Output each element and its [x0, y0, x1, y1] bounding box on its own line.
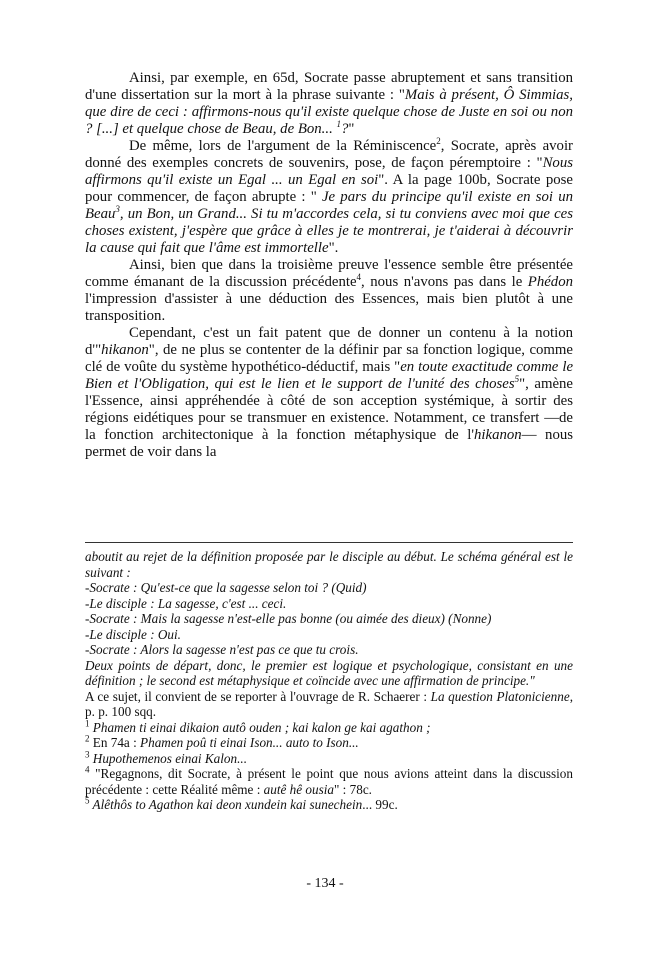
footnote-ref: 5 [514, 374, 520, 385]
italic-run: Hupothemenos einai Kalon... [89, 750, 248, 766]
text-run: ", de ne plus se contenter de la définir par sa fonction logique, comme clé de voûte du système hypothético-déductif, mais " [85, 342, 573, 375]
footnote-ref: 4 [85, 764, 90, 775]
italic-run: -Socrate : Alors la sagesse n'est pas ce que tu crois. [85, 642, 359, 657]
text-run: De même, lors de l'argument de la Réminiscence [129, 138, 437, 154]
italic-run: -Socrate : Qu'est-ce que la sagesse selon toi ? (Quid) [85, 580, 367, 595]
text-run: A ce sujet, il convient de se reporter à l'ouvrage de R. Schaerer : [85, 688, 431, 704]
italic-run: Phamen poû ti einai Ison... auto to Ison... [140, 735, 359, 750]
footnote-ref: 5 [85, 795, 90, 806]
italic-run: La question Platonicienne [430, 688, 570, 704]
italic-run: Je pars du principe qu'il existe en soi un Beau [85, 189, 573, 222]
italic-run: en toute exactitude comme le Bien et l'Obligation, qui est le lien et le support de l'unité des choses [85, 359, 574, 392]
footnotes [85, 549, 573, 813]
text-run: "Regagnons, dit Socrate, à présent le point que nous avions atteint dans la discussion précédente : cette Réalité même : [85, 766, 573, 797]
paragraph [85, 70, 573, 138]
italic-run: Phédon [527, 274, 573, 290]
text-run: — nous permet de voir dans la [85, 427, 573, 460]
italic-run: Mais à présent, Ô Simmias, que dire de ceci : affirmons-nous qu'il existe quelque chose de Juste en soi ou non ? [...] et quelque chose de Beau, de Bon... [85, 87, 573, 137]
italic-run: hikanon [474, 427, 522, 443]
italic-run: , un Bon, un Grand... Si tu m'accordes cela, si tu conviens avec moi que ces choses existent, j'espère que grâce à elles je te montrerai, je t'aiderai à découvrir la cause qui fait que l'âme est immortelle [85, 206, 573, 256]
text-run: l'impression d'assister à une déduction des Essences, mais bien plutôt à une transposition. [85, 291, 573, 324]
italic-run: Deux points de départ, donc, le premier est logique et psychologique, consistant en une définition ; le second est métaphysique et coïncide avec une affirmation de principe." [85, 657, 573, 688]
footnote-line [85, 751, 573, 767]
footnote-line [85, 580, 573, 596]
footnote-line [85, 596, 573, 612]
main-text [85, 70, 573, 461]
footnote-ref: 3 [115, 204, 120, 215]
italic-run: hikanon [101, 342, 149, 358]
italic-run: ? [340, 121, 349, 137]
paragraph [85, 138, 573, 257]
italic-run: Nous affirmons qu'il existe un Egal ... un Egal en soi [85, 155, 573, 188]
footnote-line [85, 689, 573, 720]
italic-run: -Socrate : Mais la sagesse n'est-elle pas bonne (ou aimée des dieux) (Nonne) [85, 611, 492, 626]
footnote-ref: 2 [436, 136, 441, 147]
footnote-line [85, 611, 573, 627]
text-run: " : 78c. [334, 781, 372, 797]
footnote-ref: 4 [356, 272, 362, 283]
text-run: Ainsi, par exemple, en 65d, Socrate passe abruptement et sans transition d'une dissertation sur la mort à la phrase suivante : " [85, 70, 573, 103]
footnote-line [85, 658, 573, 689]
italic-run: -Le disciple : Oui. [85, 626, 181, 642]
text-run: , p. p. 100 sqq. [85, 688, 574, 719]
text-run: ". A la page 100b, Socrate pose pour commencer, de façon abrupte : " [85, 172, 573, 205]
text-run: Cependant, c'est un fait patent que de donner un contenu à la notion d'" [85, 325, 573, 358]
text-run: , nous n'avons pas dans le [361, 274, 528, 290]
italic-run: Phamen ti einai dikaion autô ouden ; kai kalon ge kai agathon ; [89, 719, 431, 735]
footnote-line [85, 549, 573, 580]
footnote-line [85, 627, 573, 643]
footnote-separator [85, 542, 573, 543]
italic-run: autê hê ousia [263, 781, 334, 797]
footnote-line [85, 720, 573, 736]
text-run: , Socrate, après avoir donné des exemples concrets de souvenirs, pose, de façon péremptoire : " [85, 138, 573, 171]
text-run: En 74a : [89, 735, 141, 750]
text-run: Ainsi, bien que dans la troisième preuve l'essence semble être présentée comme émanant de la discussion précédente [85, 257, 573, 290]
footnote-ref: 1 [85, 718, 90, 729]
text-run: ... 99c. [362, 797, 398, 812]
body-paragraphs [85, 70, 573, 461]
paragraph [85, 325, 573, 461]
text-run: " [348, 121, 355, 137]
footnote-line [85, 735, 573, 751]
italic-run: aboutit au rejet de la définition proposée par le disciple au début. Le schéma général est le suivant : [85, 549, 573, 580]
italic-run: Alêthôs to Agathon kai deon xundein kai sunechein [89, 797, 363, 812]
footnote-line [85, 642, 573, 658]
text-run: ", amène l'Essence, ainsi appréhendée à côté de son acception systémique, à sortir des régions eidétiques pour se transmuer en existence. Notamment, ce transfert —de la fonction architectonique à la fonction métaphysique de l' [85, 376, 573, 443]
footnote-ref: 3 [85, 749, 90, 760]
page-number: - 134 - [306, 876, 344, 891]
text-run: ". [328, 240, 339, 256]
footnote-ref: 2 [85, 733, 90, 744]
footnote-ref: 1 [336, 119, 341, 130]
italic-run: -Le disciple : La sagesse, c'est ... ceci. [85, 595, 287, 611]
paragraph [85, 257, 573, 325]
footnote-line [85, 766, 573, 797]
footnote-line [85, 797, 573, 813]
